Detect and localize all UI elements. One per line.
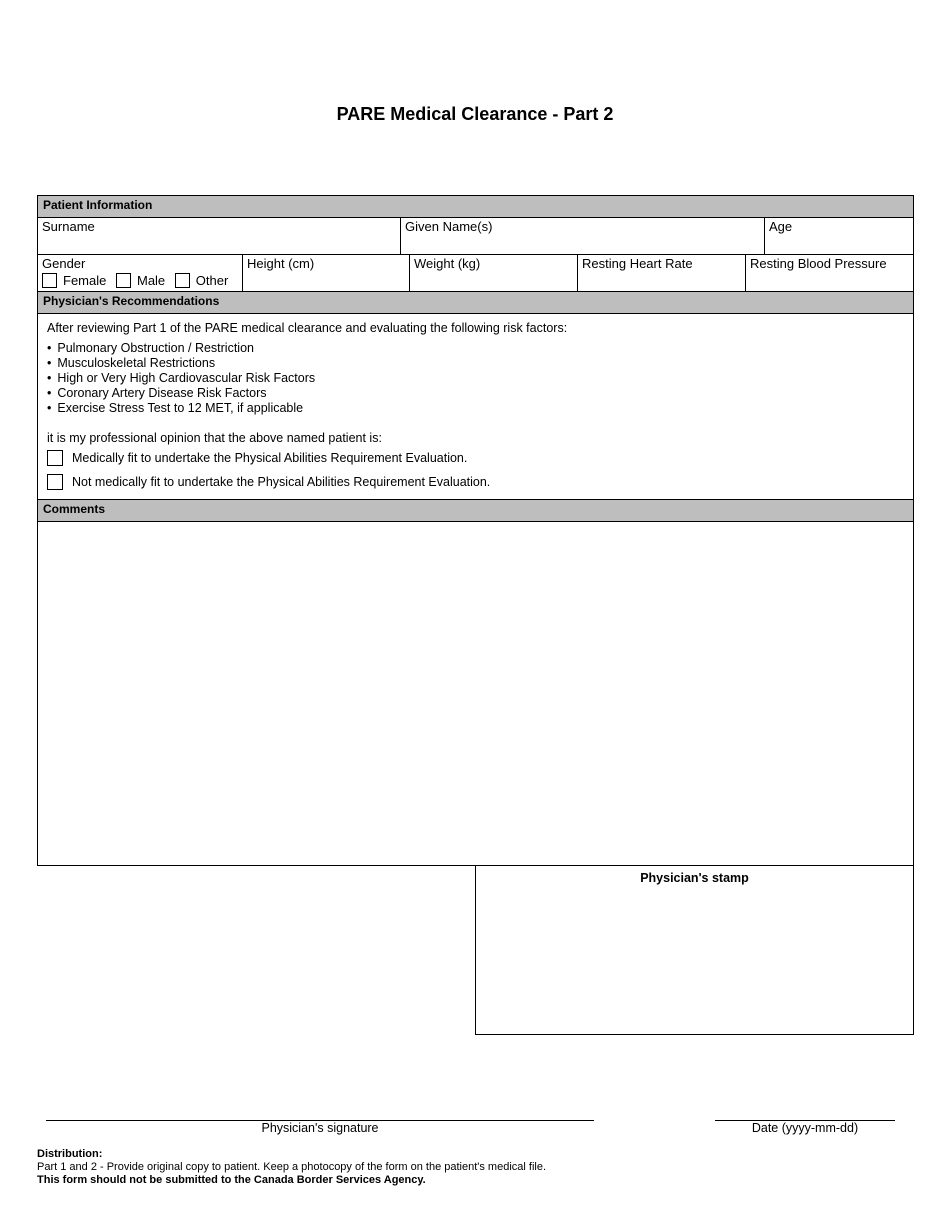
risk-factor-item: • Pulmonary Obstruction / Restriction [47, 341, 315, 356]
distribution-heading: Distribution: [37, 1148, 103, 1160]
physician-stamp-label: Physician's stamp [640, 871, 749, 885]
physician-stamp-box[interactable] [475, 865, 914, 1035]
comments-textarea[interactable] [37, 521, 914, 866]
resting-blood-pressure-field[interactable] [745, 254, 914, 292]
weight-label: Weight (kg) [414, 256, 481, 271]
gender-female-checkbox[interactable] [42, 273, 57, 288]
gender-label: Gender [42, 256, 86, 271]
risk-factor-list [47, 341, 315, 416]
distribution-block [37, 1148, 917, 1187]
resting-heart-rate-field[interactable] [577, 254, 746, 292]
surname-field[interactable] [37, 217, 401, 255]
page-title: PARE Medical Clearance - Part 2 [336, 104, 614, 124]
distribution-line-2: This form should not be submitted to the Canada Border Services Agency. [37, 1174, 426, 1186]
gender-male-checkbox[interactable] [116, 273, 131, 288]
option-fit [47, 450, 467, 466]
risk-factor-item: • Coronary Artery Disease Risk Factors [47, 386, 315, 401]
fit-label: Medically fit to undertake the Physical Abilities Requirement Evaluation. [72, 451, 468, 465]
gender-other-checkbox[interactable] [175, 273, 190, 288]
patient-info-header: Patient Information [37, 195, 914, 218]
surname-label: Surname [42, 219, 95, 234]
not-fit-checkbox[interactable] [47, 474, 63, 490]
opinion-text: it is my professional opinion that the above named patient is: [47, 431, 382, 445]
recommendations-box [37, 313, 914, 500]
risk-factor-item: • High or Very High Cardiovascular Risk Factors [47, 371, 315, 386]
age-label: Age [769, 219, 793, 234]
not-fit-label: Not medically fit to undertake the Physical Abilities Requirement Evaluation. [72, 475, 491, 489]
risk-factor-item: • Musculoskeletal Restrictions [47, 356, 315, 371]
comments-header: Comments [37, 499, 914, 522]
date-label: Date (yyyy-mm-dd) [751, 1121, 859, 1135]
resting-heart-rate-label: Resting Heart Rate [582, 256, 693, 271]
fit-checkbox[interactable] [47, 450, 63, 466]
age-field[interactable] [764, 217, 914, 255]
recommendations-header: Physician's Recommendations [37, 291, 914, 314]
height-label: Height (cm) [247, 256, 315, 271]
weight-field[interactable] [409, 254, 578, 292]
gender-options [42, 272, 234, 288]
risk-factor-item: • Exercise Stress Test to 12 MET, if applicable [47, 401, 315, 416]
gender-other-label: Other [195, 273, 229, 289]
option-not-fit [47, 474, 490, 490]
gender-female-label: Female [63, 273, 107, 289]
recommendations-intro: After reviewing Part 1 of the PARE medical clearance and evaluating the following risk factors: [47, 321, 568, 335]
resting-blood-pressure-label: Resting Blood Pressure [750, 256, 887, 271]
height-field[interactable] [242, 254, 410, 292]
gender-male-label: Male [136, 273, 166, 289]
given-names-field[interactable] [400, 217, 765, 255]
gender-field [37, 254, 243, 292]
distribution-line-1: Part 1 and 2 - Provide original copy to patient. Keep a photocopy of the form on the patient's medical file. [37, 1161, 547, 1173]
physician-signature-label: Physician's signature [261, 1121, 379, 1135]
given-names-label: Given Name(s) [405, 219, 493, 234]
